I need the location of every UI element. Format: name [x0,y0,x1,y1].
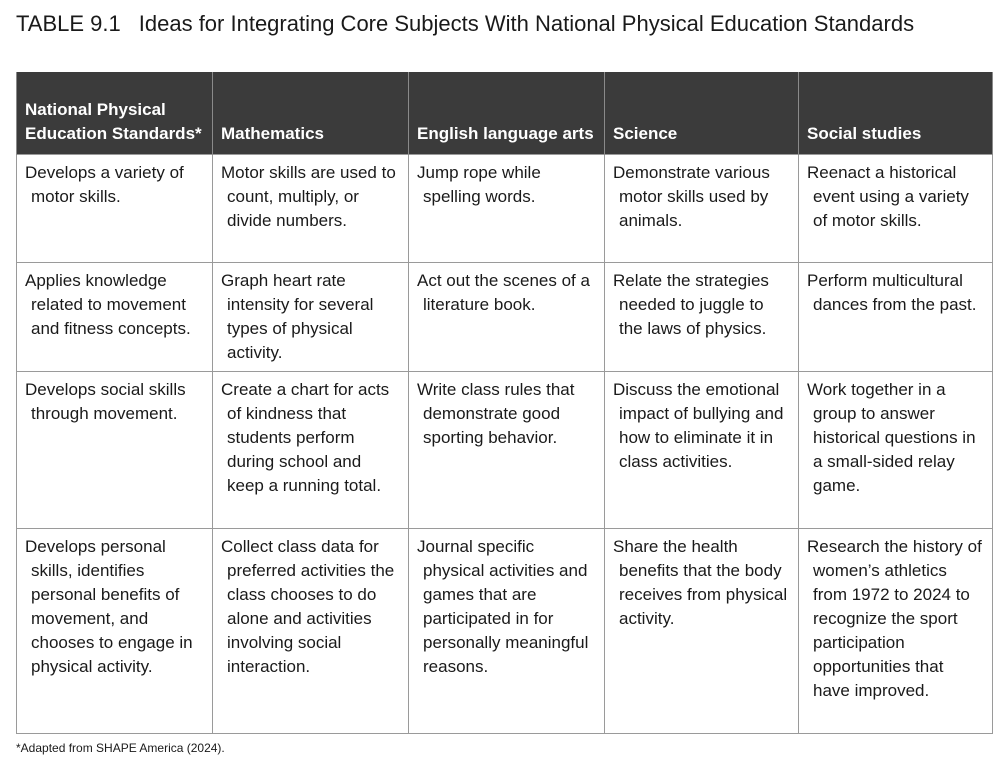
table-header [17,72,993,155]
cell-text: Discuss the emotional impact of bullying and how to eliminate it in class activities. [613,380,784,471]
table-cell [799,155,993,263]
cell-text: Perform multicultural dances from the past. [807,271,977,314]
cell-text: Relate the strategies needed to juggle to the laws of physics. [613,271,769,338]
table-cell [213,155,409,263]
cell-text: Act out the scenes of a literature book. [417,271,590,314]
table-cell [799,263,993,372]
table-row [17,155,993,263]
cell-text: Develops social skills through movement. [25,380,186,423]
header-english-language-arts: English language arts [409,72,605,155]
table-title [16,10,991,38]
table-cell [799,372,993,529]
table-cell [17,155,213,263]
table-cell [213,263,409,372]
table-cell [409,263,605,372]
table-cell [17,263,213,372]
header-standards: National Physical Education Standards* [17,72,213,155]
cell-text: Reenact a historical event using a variety of motor skills. [807,163,969,230]
header-mathematics: Mathematics [213,72,409,155]
table-cell [605,263,799,372]
table-cell [409,372,605,529]
cell-text: Graph heart rate intensity for several types of physical activity. [221,271,374,362]
table-cell [605,372,799,529]
table-cell [799,529,993,734]
table-cell [17,372,213,529]
cell-text: Motor skills are used to count, multiply, or divide numbers. [221,163,396,230]
table-cell [605,529,799,734]
table-cell [409,529,605,734]
cell-text: Collect class data for preferred activities the class chooses to do alone and activities involving social interaction. [221,537,395,676]
cell-text: Journal specific physical activities and games that are participated in for personally meaningful reasons. [417,537,589,676]
table-cell [213,529,409,734]
header-science: Science [605,72,799,155]
table-footnote: *Adapted from SHAPE America (2024). [16,741,225,755]
cell-text: Develops personal skills, identifies personal benefits of movement, and chooses to engage in physical activity. [25,537,193,676]
table-body [17,155,993,734]
cell-text: Jump rope while spelling words. [417,163,541,206]
header-row [17,72,993,155]
table-row [17,372,993,529]
cell-text: Develops a variety of motor skills. [25,163,184,206]
table-row [17,529,993,734]
table-title-text: Ideas for Integrating Core Subjects With National Physical Education Standards [138,11,915,36]
table-cell [605,155,799,263]
cell-text: Create a chart for acts of kindness that students perform during school and keep a running total. [221,380,390,495]
standards-table [16,72,993,734]
table-cell [17,529,213,734]
cell-text: Research the history of women’s athletics from 1972 to 2024 to recognize the sport participation opportunities that have improved. [807,537,982,700]
header-social-studies: Social studies [799,72,993,155]
table-cell [409,155,605,263]
table-row [17,263,993,372]
cell-text: Demonstrate various motor skills used by animals. [613,163,770,230]
table-number: TABLE 9.1 [16,11,121,36]
cell-text: Work together in a group to answer historical questions in a small-sided relay game. [807,380,976,495]
cell-text: Applies knowledge related to movement and fitness concepts. [25,271,191,338]
cell-text: Share the health benefits that the body receives from physical activity. [613,537,788,628]
cell-text: Write class rules that demonstrate good sporting behavior. [417,380,575,447]
table-cell [213,372,409,529]
